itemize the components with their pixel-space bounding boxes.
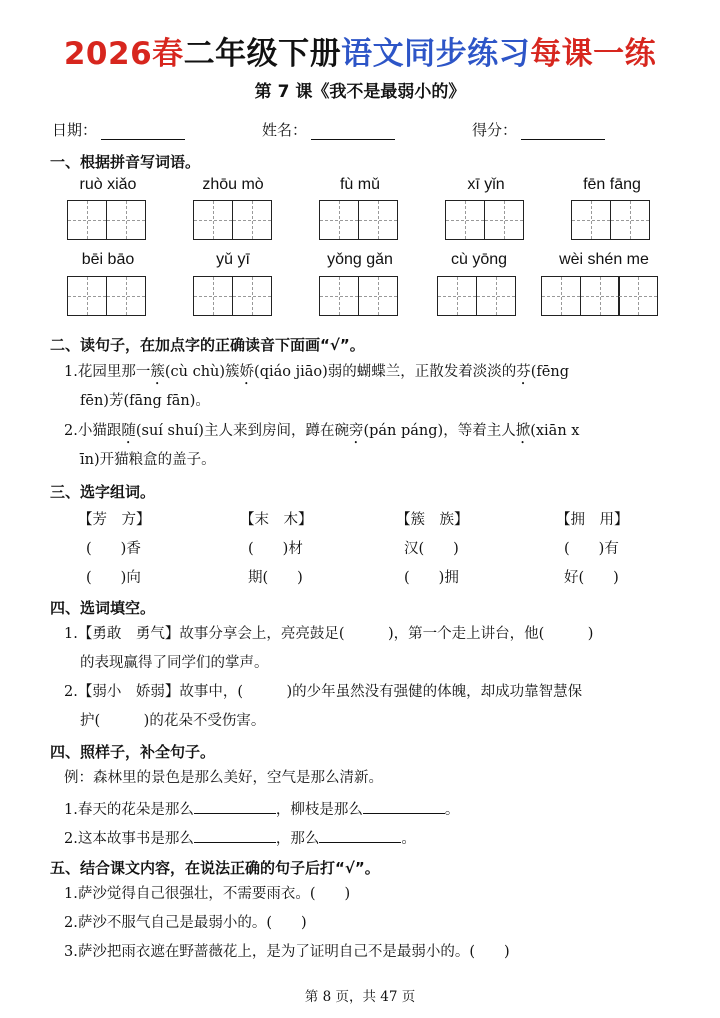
- writing-cell[interactable]: [618, 276, 658, 316]
- sentence-1: [64, 362, 569, 388]
- writing-box-group[interactable]: [445, 200, 522, 240]
- date-blank[interactable]: [101, 123, 185, 140]
- statement-item[interactable]: 1.萨沙觉得自己很强壮，不需要雨衣。( ): [64, 886, 351, 902]
- fill-question-1-cont: 的表现赢得了同学们的掌声。: [80, 655, 269, 671]
- text-run: ，那么: [275, 831, 320, 847]
- title-year: 2026春: [63, 36, 184, 72]
- writing-cell[interactable]: [319, 276, 359, 316]
- writing-box-group[interactable]: [193, 276, 270, 316]
- section1-heading: 一、根据拼音写词语。: [50, 153, 201, 171]
- writing-cell[interactable]: [67, 200, 107, 240]
- sentence-2-cont: īn)开猫粮盒的盖子。: [80, 452, 216, 468]
- score-field: [472, 119, 605, 140]
- word-blank[interactable]: 期( ): [248, 570, 303, 586]
- text-run: (pán páng)，等着主人: [363, 423, 516, 439]
- fill-question-2: 2.【弱小 娇弱】故事中，( )的少年虽然没有强健的体魄，却成功靠智慧保: [64, 684, 583, 700]
- name-field: [262, 119, 395, 140]
- date-field: [52, 119, 185, 140]
- text-run: 2.小猫跟: [64, 423, 122, 439]
- writing-cell[interactable]: [476, 276, 516, 316]
- complete-sentence-2: [64, 827, 416, 849]
- score-blank[interactable]: [521, 123, 605, 140]
- pinyin-label: cù yōng: [450, 251, 508, 268]
- word-blank[interactable]: ( )拥: [404, 570, 459, 586]
- answer-line[interactable]: [194, 798, 276, 814]
- word-blank[interactable]: ( )向: [86, 570, 141, 586]
- dotted-char: 旁: [348, 423, 364, 439]
- word-blank[interactable]: ( )有: [564, 541, 619, 557]
- choice-pair: 【拥 用】: [556, 512, 629, 528]
- writing-box-group[interactable]: [319, 276, 396, 316]
- score-label: 得分：: [472, 121, 518, 139]
- pinyin-label: xī yǐn: [467, 176, 505, 193]
- text-run: 。: [444, 802, 460, 818]
- pinyin-label: fēn fāng: [583, 176, 641, 193]
- example-sentence: 例：森林里的景色是那么美好，空气是那么清新。: [64, 770, 383, 786]
- writing-box-group[interactable]: [571, 200, 648, 240]
- writing-box-group[interactable]: [193, 200, 270, 240]
- writing-box-group[interactable]: [437, 276, 514, 316]
- writing-cell[interactable]: [580, 276, 620, 316]
- writing-cell[interactable]: [484, 200, 524, 240]
- text-run: (xiān x: [530, 423, 580, 439]
- writing-cell[interactable]: [319, 200, 359, 240]
- dotted-char: 芬: [516, 364, 531, 380]
- dotted-char: 簇: [150, 364, 165, 380]
- answer-line[interactable]: [194, 827, 276, 843]
- writing-cell[interactable]: [106, 200, 146, 240]
- writing-box-group[interactable]: [67, 200, 144, 240]
- statement-item[interactable]: 2.萨沙不服气自己是最弱小的。( ): [64, 915, 307, 931]
- choice-pair: 【簇 族】: [396, 512, 469, 528]
- text-run: 。: [401, 831, 416, 847]
- writing-cell[interactable]: [193, 200, 233, 240]
- lesson-subtitle: 第 7 课《我不是最弱小的》: [254, 82, 466, 102]
- writing-cell[interactable]: [437, 276, 477, 316]
- writing-cell[interactable]: [193, 276, 233, 316]
- section2-heading: 二、读句子，在加点字的正确读音下面画“√”。: [50, 336, 365, 354]
- writing-cell[interactable]: [232, 276, 272, 316]
- word-blank[interactable]: ( )材: [248, 541, 303, 557]
- text-run: (qiáo jiāo)弱的蝴蝶兰，正散发着淡淡的: [254, 364, 517, 380]
- writing-cell[interactable]: [610, 200, 650, 240]
- text-run: ，柳枝是那么: [275, 802, 363, 818]
- pinyin-label: yǒng gǎn: [327, 251, 393, 268]
- writing-box-group[interactable]: [541, 276, 657, 316]
- word-blank[interactable]: 汉( ): [404, 541, 459, 557]
- section5-heading: 四、照样子，补全句子。: [50, 743, 216, 761]
- pinyin-label: zhōu mò: [202, 176, 264, 193]
- fill-question-1: 1.【勇敢 勇气】故事分享会上，亮亮鼓足( )，第一个走上讲台，他( ): [64, 626, 594, 642]
- dotted-char: 娇: [239, 364, 255, 380]
- text-run: 1.花园里那一: [64, 364, 151, 380]
- writing-cell[interactable]: [445, 200, 485, 240]
- writing-cell[interactable]: [106, 276, 146, 316]
- pinyin-label: ruò xiǎo: [79, 176, 137, 193]
- dotted-char: 随: [121, 423, 136, 439]
- title-practice: 每课一练: [530, 36, 657, 72]
- choice-pair: 【末 木】: [240, 512, 313, 528]
- pinyin-label: fù mǔ: [339, 176, 380, 193]
- section4-heading: 四、选词填空。: [50, 599, 156, 617]
- answer-line[interactable]: [319, 827, 401, 843]
- word-blank[interactable]: 好( ): [564, 570, 619, 586]
- writing-cell[interactable]: [358, 200, 398, 240]
- answer-line[interactable]: [363, 798, 445, 814]
- pinyin-label: wèi shén me: [559, 251, 649, 268]
- sentence-1-cont: fēn)芳(fāng fān)。: [80, 393, 210, 409]
- choice-pair: 【芳 方】: [78, 512, 151, 528]
- name-blank[interactable]: [311, 123, 395, 140]
- text-run: (suí shuí)主人来到房间，蹲在碗: [135, 423, 349, 439]
- fill-question-2-cont: 护( )的花朵不受伤害。: [80, 713, 266, 729]
- word-blank[interactable]: ( )香: [86, 541, 141, 557]
- dotted-char: 掀: [515, 423, 531, 439]
- pinyin-label: bēi bāo: [81, 251, 135, 268]
- writing-box-group[interactable]: [319, 200, 396, 240]
- title-grade: 二年级下册: [183, 36, 342, 72]
- page-number: 第 8 页，共 47 页: [304, 989, 416, 1005]
- writing-cell[interactable]: [571, 200, 611, 240]
- date-label: 日期：: [52, 121, 98, 139]
- text-run: (fēng: [530, 364, 569, 380]
- pinyin-label: yǔ yī: [216, 251, 250, 268]
- text-run: 2.这本故事书是那么: [64, 831, 194, 847]
- writing-cell[interactable]: [67, 276, 107, 316]
- text-run: 1.春天的花朵是那么: [64, 802, 194, 818]
- name-label: 姓名：: [262, 121, 308, 139]
- writing-cell[interactable]: [358, 276, 398, 316]
- section3-heading: 三、选字组词。: [50, 483, 156, 501]
- page-title: [0, 28, 720, 73]
- title-subject: 语文同步练习: [341, 36, 531, 72]
- statement-item[interactable]: 3.萨沙把雨衣遮在野蔷薇花上，是为了证明自己不是最弱小的。( ): [64, 944, 510, 960]
- writing-cell[interactable]: [232, 200, 272, 240]
- complete-sentence-1: [64, 798, 459, 820]
- writing-box-group[interactable]: [67, 276, 144, 316]
- text-run: (cù chù)簇: [164, 364, 240, 380]
- sentence-2: [64, 421, 579, 447]
- section6-heading: 五、结合课文内容，在说法正确的句子后打“√”。: [50, 859, 380, 877]
- writing-cell[interactable]: [541, 276, 581, 316]
